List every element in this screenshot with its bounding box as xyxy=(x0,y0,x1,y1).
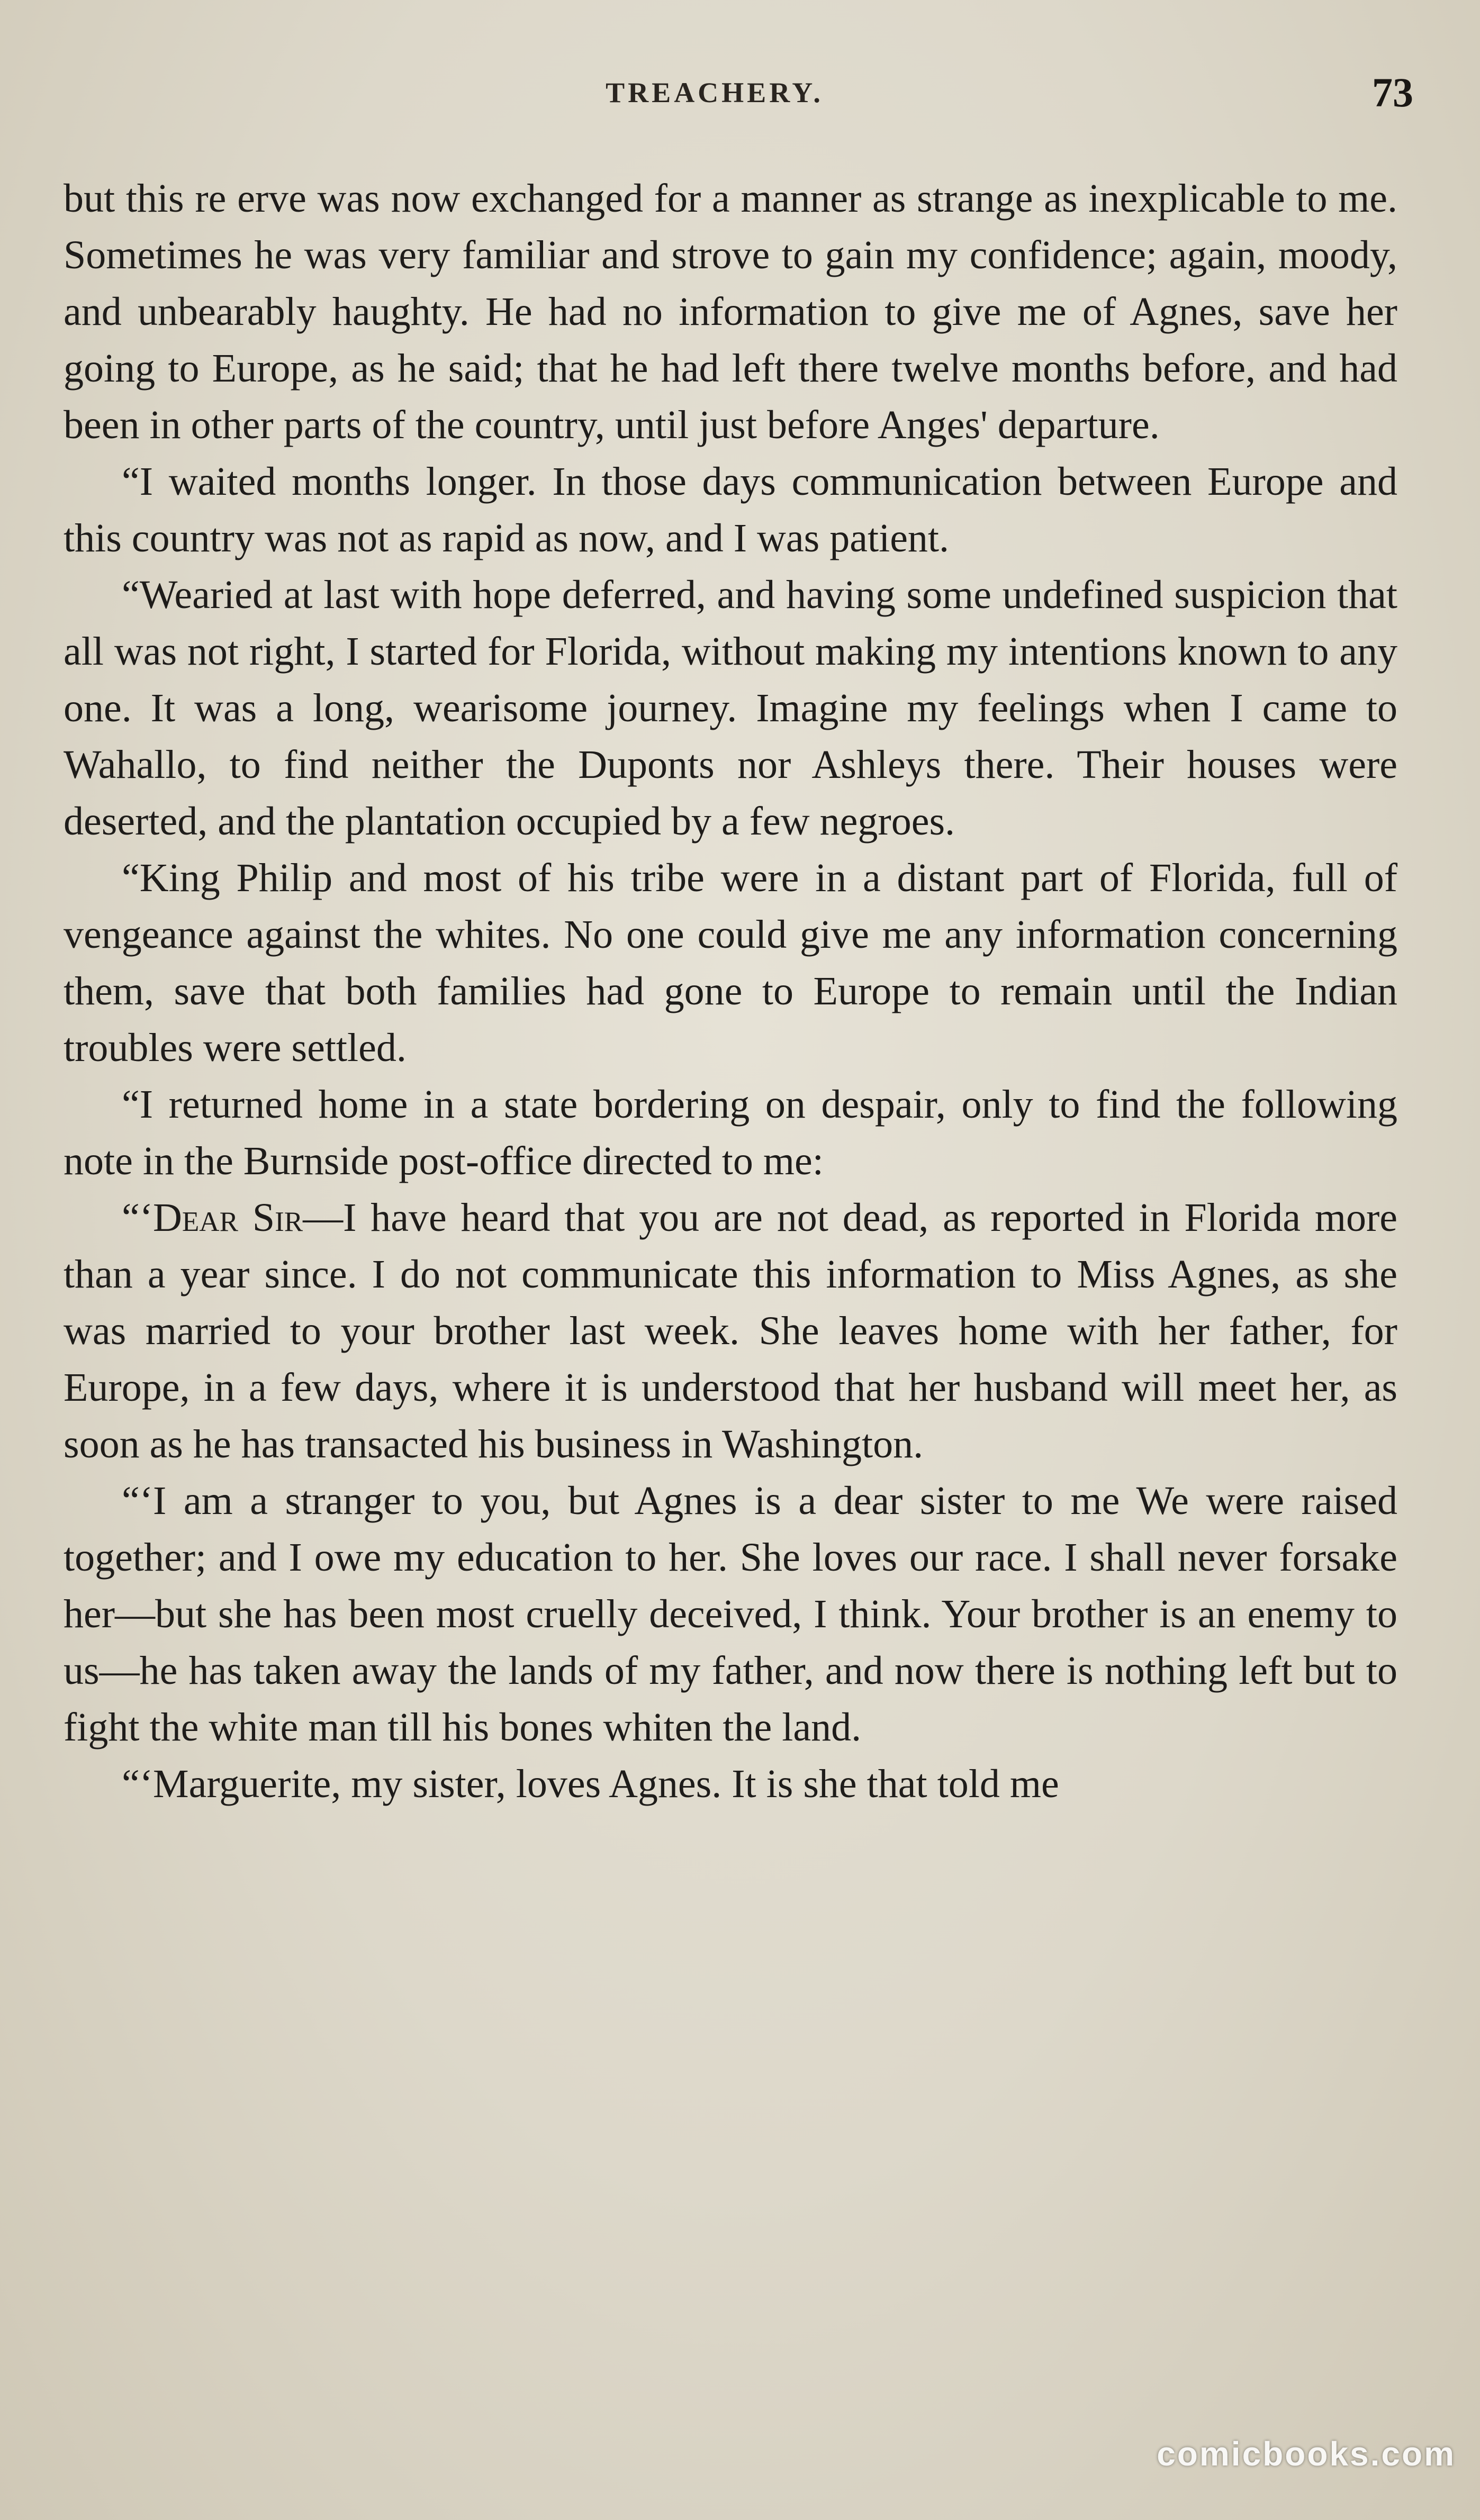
running-title: TREACHERY. xyxy=(606,77,824,108)
body-text xyxy=(64,170,1397,1812)
watermark: comicbooks.com xyxy=(1157,2435,1456,2473)
letter-salutation: Dear Sir xyxy=(153,1195,303,1240)
letter-paragraph: “‘Marguerite, my sister, loves Agnes. It is she that told me xyxy=(122,1762,1059,1806)
paragraph: “Wearied at last with hope deferred, and having some undefined suspicion that all was not right, I started for Florida, without making my intentions known to any one. It was a long, wearisome journey. Imagine my feelings when I came to Wahallo, to find neither the Duponts nor Ashleys there. Their houses were deserted, and the plantation occupied by a few negroes. xyxy=(64,573,1397,844)
letter-salutation-text: —I have heard that you are not dead, as reported in Florida more than a year since. I do not communicate this information to Miss Agnes, as she was married to your brother last week. She leaves home with her father, for Europe, in a few days, where it is understood that her husband will meet her, as soon as he has transacted his business in Washington. xyxy=(64,1195,1397,1466)
paragraph: “I waited months longer. In those days communication between Europe and this country was not as rapid as now, and I was patient. xyxy=(64,459,1397,560)
paragraph: “I returned home in a state bordering on despair, only to find the following note in the Burnside post-office directed to me: xyxy=(64,1082,1397,1183)
paragraph-continued: but this re erve was now exchanged for a manner as strange as inexplicable to me. Sometimes he was very familiar and strove to gain my confidence; again, moody, and unbearably haughty. He had no information to give me of Agnes, save her going to Europe, as he said; that he had left there twelve months before, and had been in other parts of the country, until just before Anges' departure. xyxy=(64,176,1397,447)
letter-paragraph: “‘I am a stranger to you, but Agnes is a dear sister to me We were raised together; and I owe my education to her. She loves our race. I shall never forsake her—but she has been most cruelly deceived, I think. Your brother is an enemy to us—he has taken away the lands of my father, and now there is nothing left but to fight the white man till his bones whiten the land. xyxy=(64,1479,1397,1750)
paragraph: “King Philip and most of his tribe were in a distant part of Florida, full of vengeance against the whites. No one could give me any information concerning them, save that both families had gone to Europe to remain until the Indian troubles were settled. xyxy=(64,856,1397,1070)
letter-opening-paragraph xyxy=(64,1190,1397,1473)
letter-quote-mark: “‘ xyxy=(122,1195,154,1240)
running-head xyxy=(0,69,1480,116)
page-number: 73 xyxy=(1372,69,1413,115)
